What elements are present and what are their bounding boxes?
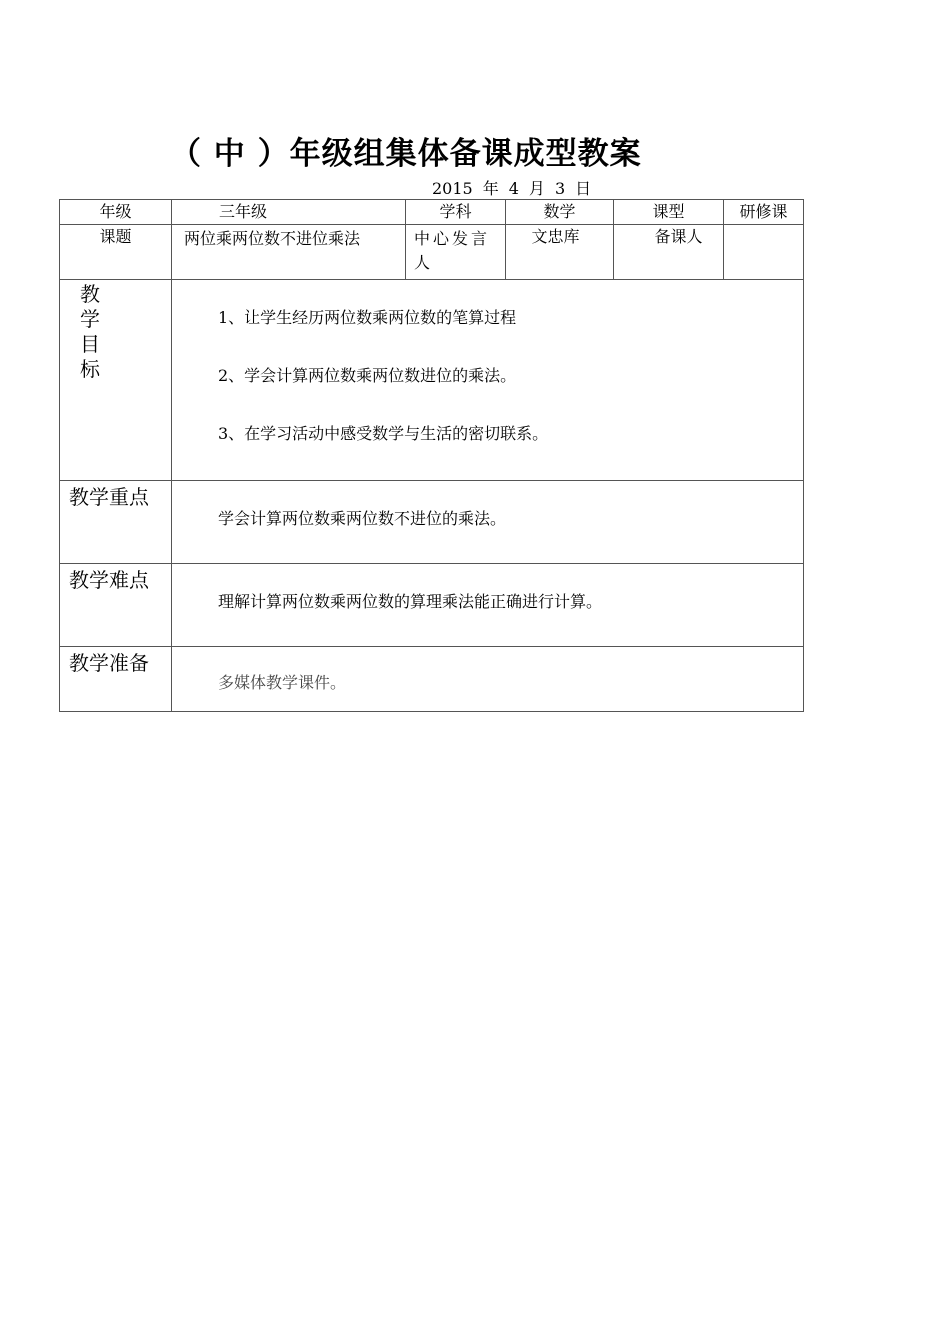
- preparer-label: 备课人: [614, 225, 724, 280]
- key-point-content: [172, 481, 804, 564]
- preparation-row: [60, 647, 804, 712]
- preparation-content: [172, 647, 804, 712]
- difficulty-content: [172, 564, 804, 647]
- objective-item-2: 2、学会计算两位数乘两位数进位的乘法。: [218, 366, 517, 385]
- type-label: 课型: [614, 200, 724, 225]
- grade-label: 年级: [60, 200, 172, 225]
- preparation-text: 多媒体教学课件。: [218, 673, 347, 692]
- difficulty-label: 教学难点: [69, 568, 149, 592]
- objective-item-1: 1、让学生经历两位数乘两位数的笔算过程: [218, 308, 517, 327]
- objective-item-3: 3、在学习活动中感受数学与生活的密切联系。: [218, 424, 549, 443]
- topic-label: 课题: [60, 225, 172, 280]
- type-value: 研修课: [724, 200, 804, 225]
- preparer-value: [724, 225, 804, 280]
- info-row-2: [60, 225, 804, 280]
- key-point-label-cell: [60, 481, 172, 564]
- grade-value-text: 三年级: [219, 202, 268, 221]
- objectives-label-cell: [60, 280, 172, 481]
- date-day: 3: [554, 179, 566, 198]
- date-day-unit: 日: [575, 179, 592, 198]
- speaker-label: 中心发言人: [406, 225, 506, 280]
- key-point-label: 教学重点: [69, 485, 149, 509]
- objectives-label: 教学目标: [80, 282, 100, 381]
- preparation-label-cell: [60, 647, 172, 712]
- subject-value: 数学: [506, 200, 614, 225]
- key-point-row: [60, 481, 804, 564]
- date-month: 4: [508, 179, 519, 198]
- key-point-text: 学会计算两位数乘两位数不进位的乘法。: [218, 509, 507, 528]
- difficulty-label-cell: [60, 564, 172, 647]
- date-month-unit: 月: [528, 179, 545, 198]
- lesson-plan-table: [59, 199, 804, 712]
- info-row-1: [60, 200, 804, 225]
- objectives-content: [172, 280, 804, 481]
- difficulty-text: 理解计算两位数乘两位数的算理乘法能正确进行计算。: [218, 592, 603, 611]
- subject-label: 学科: [406, 200, 506, 225]
- grade-value: [172, 200, 406, 225]
- preparation-label: 教学准备: [69, 651, 149, 675]
- date-year-unit: 年: [482, 179, 499, 198]
- objectives-row: [60, 280, 804, 481]
- difficulty-row: [60, 564, 804, 647]
- document-date: [432, 176, 601, 199]
- date-year: 2015: [432, 179, 473, 198]
- speaker-value: 文忠库: [506, 225, 614, 280]
- topic-value: 两位乘两位数不进位乘法: [172, 225, 406, 280]
- document-title: （ 中 ）年级组集体备课成型教案: [170, 136, 642, 172]
